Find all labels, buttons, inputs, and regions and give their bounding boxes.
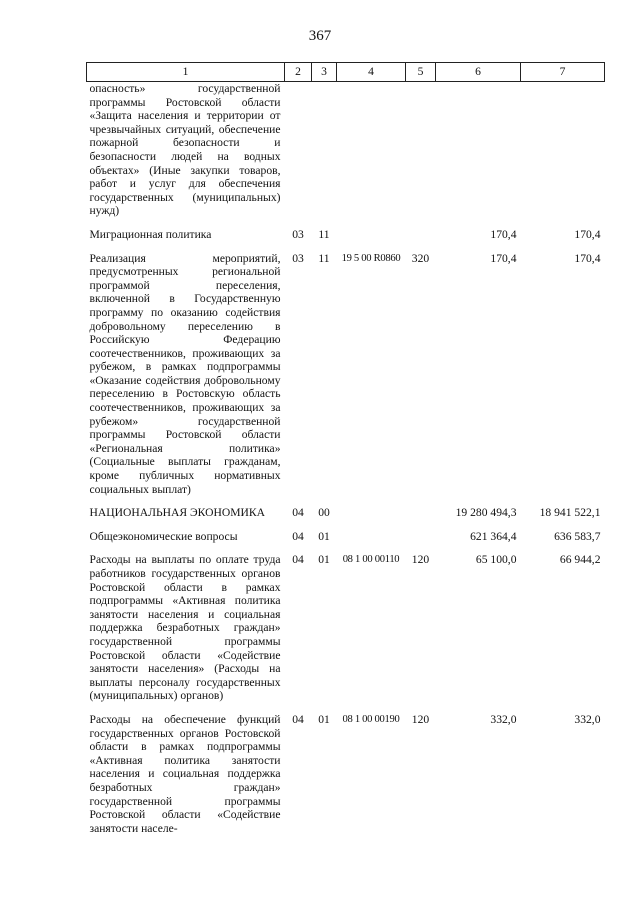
row-amount-2	[521, 82, 605, 224]
row-section: 04	[292, 506, 304, 520]
row-subsection: 01	[318, 553, 330, 567]
column-header: 7	[521, 63, 605, 82]
table-row	[87, 82, 605, 224]
row-target-code	[337, 82, 406, 224]
row-target-code: 08 1 00 00110	[342, 554, 400, 566]
row-subsection: 11	[318, 227, 330, 241]
row-subsection: 11	[318, 251, 330, 265]
table-row	[87, 526, 605, 550]
row-amount-1: 170,4	[490, 251, 517, 265]
budget-table	[86, 62, 605, 841]
table-row	[87, 709, 605, 841]
row-amount-2: 66 944,2	[559, 553, 601, 567]
row-subsection: 01	[318, 712, 330, 726]
row-name: Общеэкономические вопросы	[89, 529, 238, 543]
row-amount-1: 332,0	[490, 712, 517, 726]
row-name: Расходы на обеспечение функций государственных органов Ростовской области в рамках подпрограммы «Активная политика занятости населения и социальная поддержка безработных граждан» государственной программы Ростовской области «Содействие занятости населе-	[89, 712, 281, 835]
row-amount-2: 636 583,7	[554, 529, 601, 543]
table-row	[87, 549, 605, 709]
row-amount-1: 19 280 494,3	[455, 506, 517, 520]
page-number: 367	[308, 28, 332, 44]
row-amount-1: 621 364,4	[470, 529, 517, 543]
column-header: 1	[87, 63, 285, 82]
row-name: Миграционная политика	[89, 227, 212, 241]
row-subsection: 00	[318, 506, 330, 520]
row-name: Расходы на выплаты по оплате труда работников государственных органов Ростовской области в рамках подпрограммы «Активная политика занятости населения и социальная поддержка безработных граждан» государственной программы Ростовской области «Содействие занятости населения» (Расходы на выплаты персоналу государственных (муниципальных) органов)	[89, 553, 281, 703]
row-expense-type	[406, 526, 436, 550]
table-row	[87, 224, 605, 248]
row-target-code	[337, 502, 406, 526]
column-header: 3	[312, 63, 337, 82]
row-amount-2: 170,4	[574, 227, 601, 241]
row-section: 03	[292, 251, 304, 265]
row-amount-1: 170,4	[490, 227, 517, 241]
row-expense-type: 320	[411, 251, 430, 265]
row-section	[285, 82, 312, 224]
table-header-row	[87, 63, 605, 82]
row-amount-1: 65 100,0	[475, 553, 517, 567]
row-expense-type: 120	[411, 553, 430, 567]
row-amount-1	[436, 82, 521, 224]
row-section: 04	[292, 553, 304, 567]
row-subsection: 01	[318, 529, 330, 543]
column-header: 4	[337, 63, 406, 82]
row-expense-type: 120	[411, 712, 430, 726]
row-target-code	[337, 224, 406, 248]
row-target-code: 08 1 00 00190	[342, 713, 400, 725]
row-section: 04	[292, 529, 304, 543]
column-header: 6	[436, 63, 521, 82]
row-subsection	[312, 82, 337, 224]
row-expense-type	[406, 224, 436, 248]
row-section: 03	[292, 227, 304, 241]
row-amount-2: 18 941 522,1	[539, 506, 601, 520]
row-name: Реализация мероприятий, предусмотренных региональной программой переселения, включенной в Государственную программу по оказанию содействия добровольному переселению в Российскую Федерацию соотечественников, проживающих за рубежом, в рамках подпрограммы «Оказание содействия добровольному переселению в Ростовскую область соотечественников, проживающих за рубежом» государственной программы Ростовской области «Региональная политика» (Социальные выплаты гражданам, кроме публичных нормативных социальных выплат)	[89, 251, 281, 496]
row-amount-2: 332,0	[574, 712, 601, 726]
table-row	[87, 248, 605, 503]
column-header: 2	[285, 63, 312, 82]
row-target-code	[337, 526, 406, 550]
row-name: НАЦИОНАЛЬНАЯ ЭКОНОМИКА	[89, 506, 266, 520]
row-expense-type	[406, 82, 436, 224]
column-header: 5	[406, 63, 436, 82]
row-section: 04	[292, 712, 304, 726]
table-row	[87, 502, 605, 526]
row-target-code: 19 5 00 R0860	[341, 252, 401, 264]
row-expense-type	[406, 502, 436, 526]
row-name: опасность» государственной программы Ростовской области «Защита населения и территории от чрезвычайных ситуаций, обеспечение пожарной безопасности и безопасности людей на водных объектах» (Иные закупки товаров, работ и услуг для обеспечения государственных (муниципальных) нужд)	[89, 82, 281, 218]
row-amount-2: 170,4	[574, 251, 601, 265]
